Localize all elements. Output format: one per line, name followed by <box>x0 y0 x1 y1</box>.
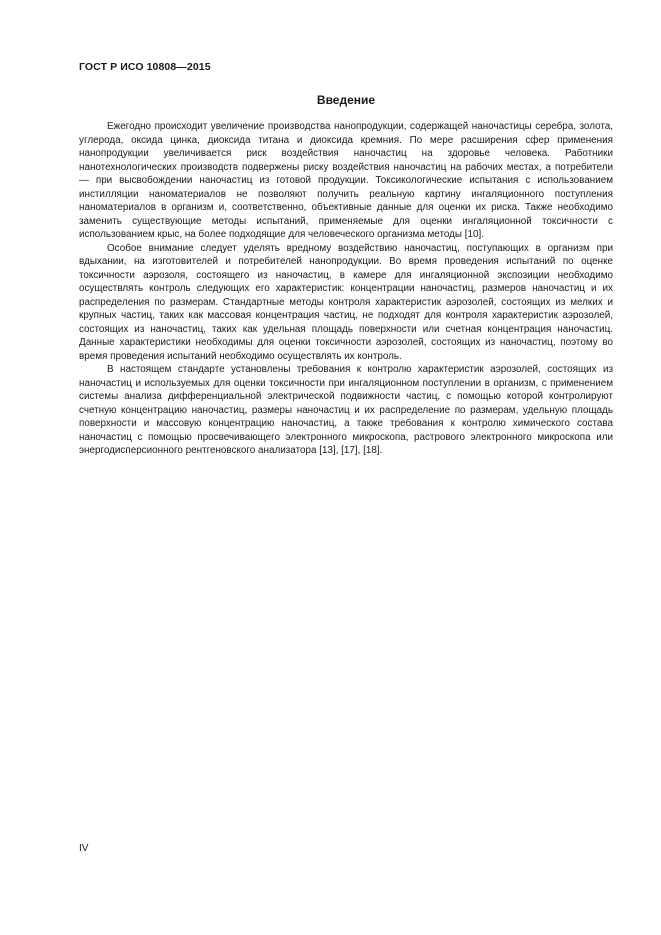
body-text <box>79 120 613 458</box>
section-title: Введение <box>316 93 376 107</box>
page-number: IV <box>79 843 89 854</box>
paragraph-3: В настоящем стандарте установлены требования к контролю характеристик аэрозолей, состоящих из наночастиц и используемых для оценки токсичности при ингаляционном поступлении в организм, с применением системы анализа дифференциальной электрической подвижности частиц, с помощью которой контролируют счетную концентрацию наночастиц, размеры наночастиц и их распределение по размерам, удельную площадь поверхности и массовую концентрацию наночастиц, а также требования к контролю химического состава наночастиц с помощью просвечивающего электронного микроскопа, растрового электронного микроскопа или энергодисперсионного рентгеновского анализатора [13], [17], [18]. <box>79 364 613 456</box>
paragraph-2: Особое внимание следует уделять вредному воздействию наночастиц, поступающих в организм при вдыхании, на изготовителей и потребителей нанопродукции. Во время проведения испытаний по оценке токсичности аэрозоля, состоящего из наночастиц, в камере для ингаляционной экспозиции необходимо осуществлять контроль следующих его характеристик: концентрации наночастиц, размеров наночастиц и их распределения по размерам. Стандартные методы контроля характеристик аэрозолей, состоящих из мелких и крупных частиц, таких как массовая концентрация частиц, не подходят для контроля характеристик аэрозолей, состоящих из наночастиц, таких как удельная площадь поверхности или счетная концентрация наночастиц. Данные характеристики необходимы для оценки токсичности аэрозолей, состоящих из наночастиц, поэтому во время проведения испытаний необходимо осуществлять их контроль. <box>79 242 613 362</box>
document-code: ГОСТ Р ИСО 10808—2015 <box>79 61 211 73</box>
paragraph-1: Ежегодно происходит увеличение производства нанопродукции, содержащей наночастицы серебра, золота, углерода, оксида цинка, диоксида титана и диоксида кремния. По мере расширения сфер применения нанопродукции увеличивается риск воздействия наночастиц на здоровье человека. Работники нанотехнологических производств подвержены риску воздействия наночастиц на рабочих местах, а потребители — при высвобождении наночастиц из готовой продукции. Токсикологические испытания с использованием инстилляции наноматериалов не позволяют получить реальную картину ингаляционного поступления наноматериалов в организм и, соответственно, объективные данные для оценки их риска. Также необходимо заменить существующие методы испытаний, применяемые для оценки ингаляционной токсичности с использованием крыс, на более подходящие для человеческого организма методы [10]. <box>79 121 613 240</box>
